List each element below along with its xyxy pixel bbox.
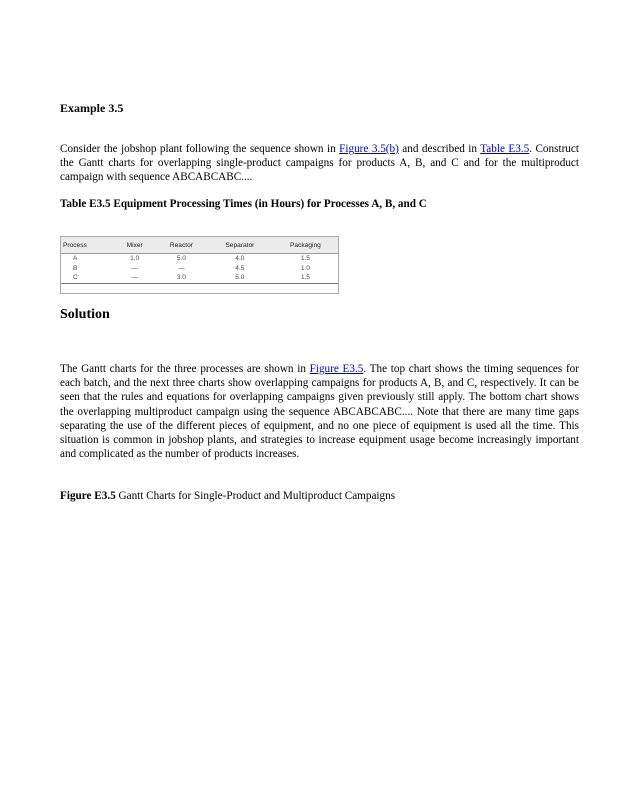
table-cell: 1.0 <box>300 264 310 272</box>
table-caption: Table E3.5 Equipment Processing Times (in Hours) for Processes A, B, and C <box>60 198 427 210</box>
table-cell: 5.0 <box>176 255 186 263</box>
table-row <box>60 264 339 274</box>
table-cell: 4.0 <box>235 255 245 263</box>
table-e3-5-link[interactable]: Table E3.5 <box>480 143 530 155</box>
table-cell: — <box>114 273 154 283</box>
intro-text-3: . Construct the Gantt charts for overlapping single-product campaigns for products A, B, and C and for the multiproduct campaign with sequence ABCABCABC.... <box>60 143 579 184</box>
table-cell: C <box>60 273 114 283</box>
solution-paragraph <box>60 362 579 461</box>
header-process: Process <box>60 237 114 254</box>
intro-paragraph <box>60 142 579 185</box>
table-header-row <box>60 237 339 254</box>
table-row <box>60 273 339 283</box>
intro-text-1: Consider the jobshop plant following the sequence shown in <box>60 143 340 155</box>
equipment-table-image <box>60 236 339 293</box>
figure-e3-5-link[interactable]: Figure E3.5 <box>309 363 364 375</box>
table-cell: 4.5 <box>235 264 245 272</box>
table-cell: — <box>178 264 185 272</box>
figure-caption <box>60 490 395 502</box>
solution-heading: Solution <box>60 307 110 322</box>
intro-text-2: and described in <box>398 143 481 155</box>
table-cell: 3.0 <box>155 273 208 283</box>
figure-3-5b-link[interactable]: Figure 3.5(b) <box>339 143 399 155</box>
example-title: Example 3.5 <box>60 101 124 115</box>
header-mixer: Mixer <box>114 237 154 254</box>
table-cell: — <box>131 264 138 272</box>
solution-text-1: The Gantt charts for the three processes are shown in <box>60 363 310 375</box>
figure-label: Figure E3.5 <box>60 490 116 502</box>
table-cell: 1.5 <box>300 255 310 263</box>
table-cell: 1.0 <box>130 255 140 263</box>
table-cell: A <box>73 255 78 263</box>
header-separator: Separator <box>208 237 272 254</box>
table-cell: B <box>73 264 78 272</box>
table-row <box>60 254 339 264</box>
header-packaging: Packaging <box>272 237 339 254</box>
header-reactor: Reactor <box>155 237 208 254</box>
figure-caption-text: Gantt Charts for Single-Product and Multiproduct Campaigns <box>115 490 396 502</box>
solution-text-2: . The top chart shows the timing sequences for each batch, and the next three charts show overlapping campaigns for products A, B, and C, respectively. It can be seen that the rules and equations for overlapping campaigns given previously still apply. The bottom chart shows the overlapping multiproduct campaign using the sequence ABCABCABC.... Note that there are many time gaps separating the use of the different pieces of equipment, and no one piece of equipment is used all the time. This situation is common in jobshop plants, and strategies to increase equipment usage become increasingly important and complicated as the number of products increases. <box>60 363 579 461</box>
table-cell: 1.5 <box>272 273 339 283</box>
equipment-table <box>60 236 339 284</box>
table-cell: 5.0 <box>208 273 272 283</box>
